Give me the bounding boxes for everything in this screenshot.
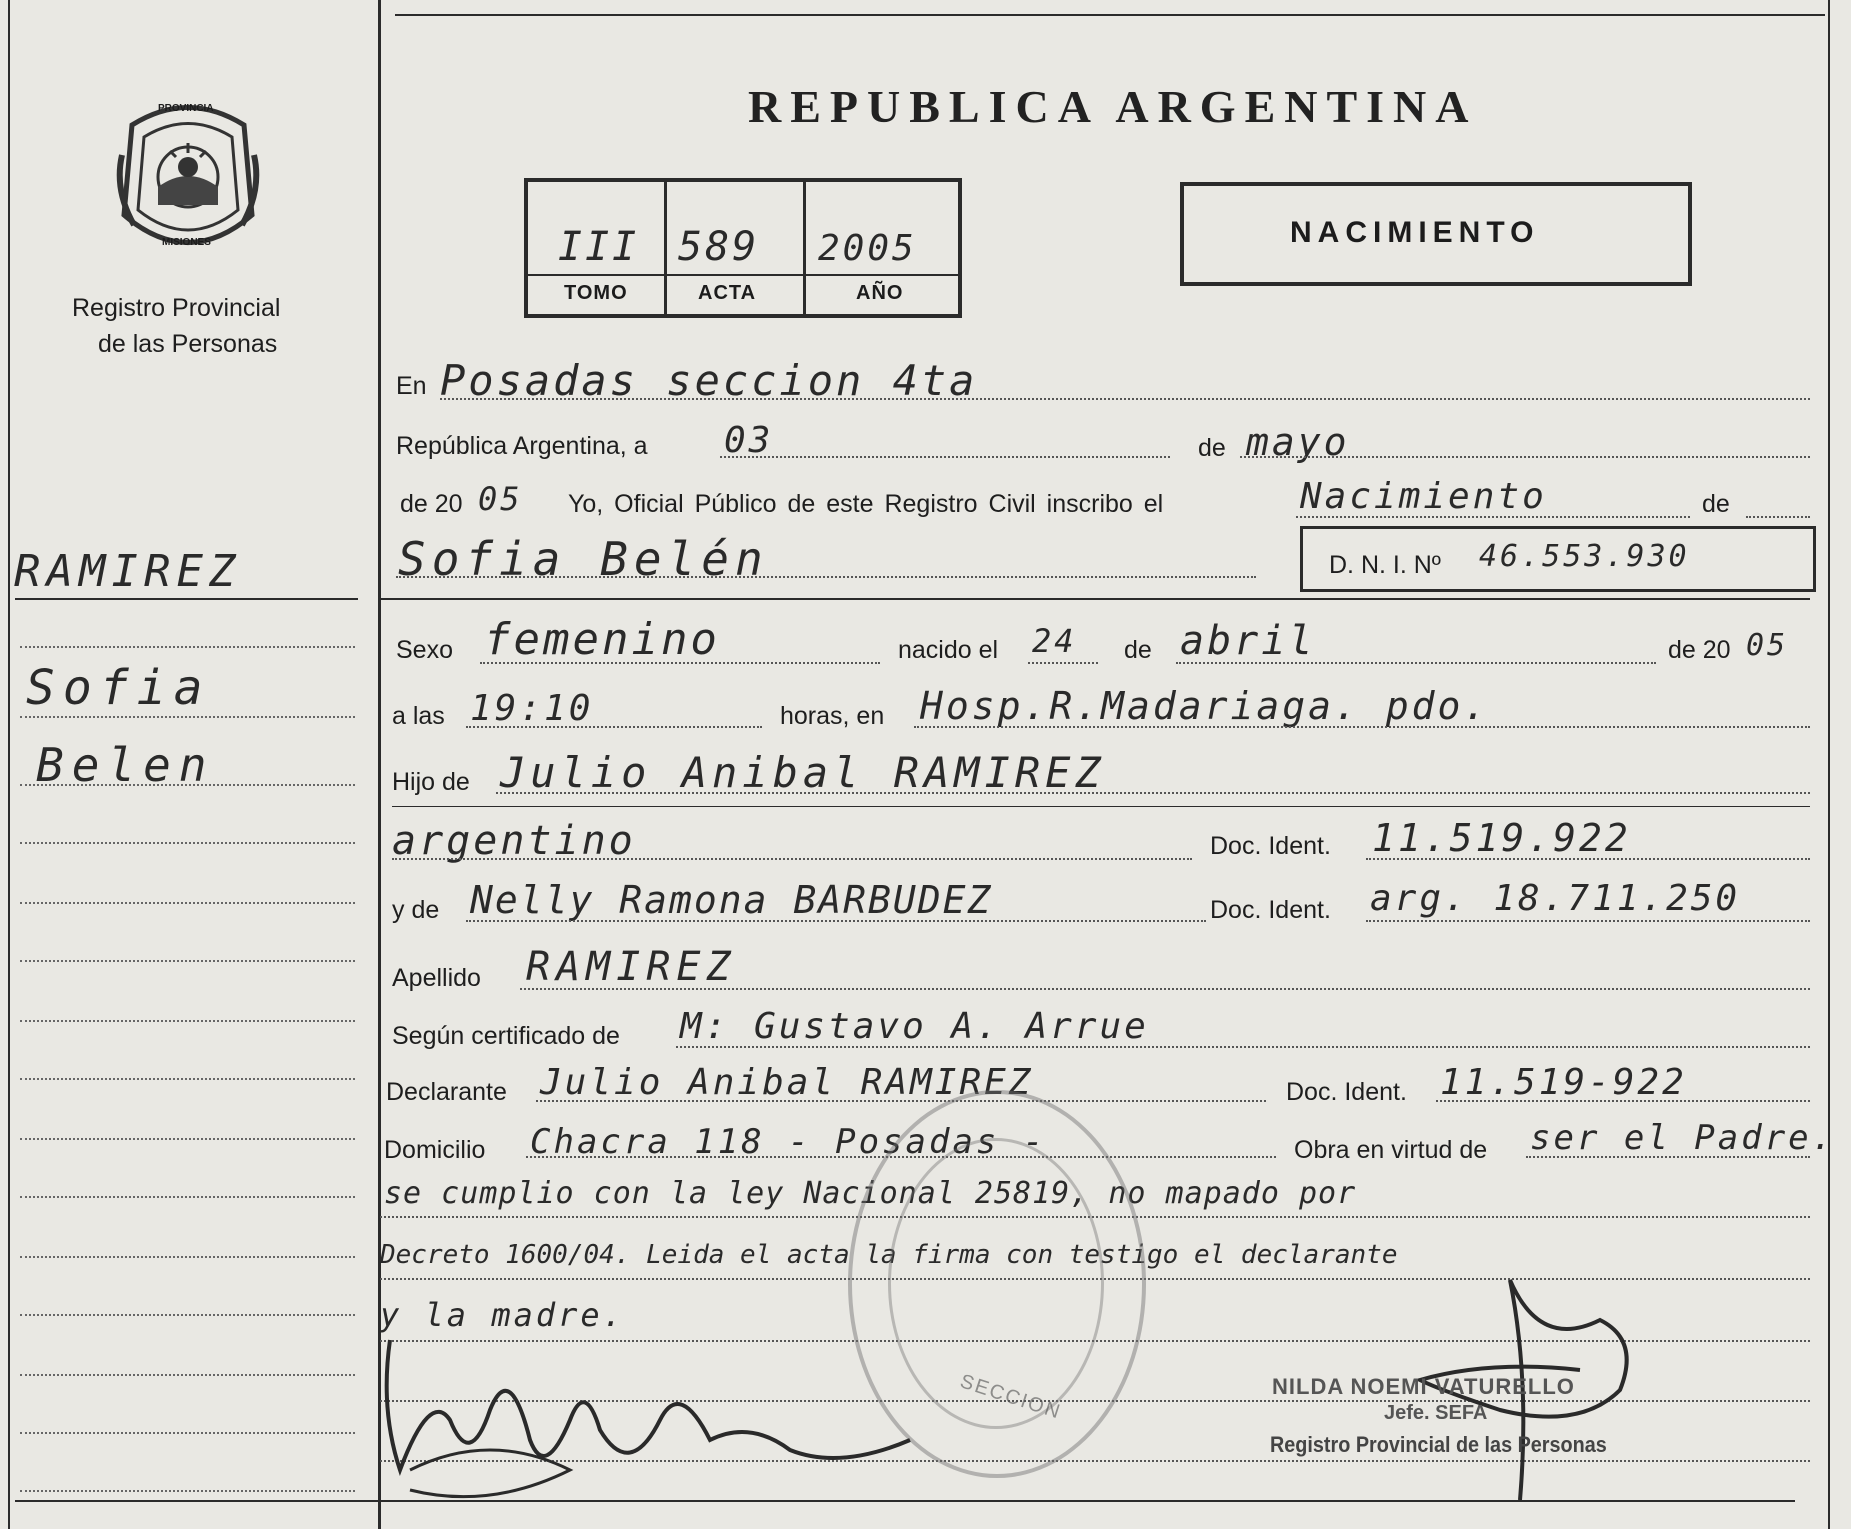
en-label: En bbox=[396, 372, 427, 400]
en-value: Posadas seccion 4ta bbox=[440, 356, 978, 405]
obra-label: Obra en virtud de bbox=[1294, 1136, 1488, 1164]
mother-name-line bbox=[466, 920, 1206, 922]
mother-name: Nelly Ramona BARBUDEZ bbox=[470, 878, 993, 922]
notes-line-2: Decreto 1600/04. Leida el acta la firma con testigo el declarante bbox=[380, 1240, 1398, 1270]
sexo-line bbox=[480, 662, 880, 664]
declarante-doc: 11.519-922 bbox=[1440, 1062, 1687, 1103]
year-value: 05 bbox=[478, 480, 523, 518]
left-edge-line bbox=[8, 0, 10, 1529]
domicilio-label: Domicilio bbox=[384, 1136, 486, 1164]
margin-surname: RAMIREZ bbox=[14, 546, 242, 597]
declarante-label: Declarante bbox=[386, 1078, 507, 1106]
top-border bbox=[395, 14, 1825, 16]
place-line bbox=[914, 726, 1810, 728]
declarante-doc-label: Doc. Ident. bbox=[1286, 1078, 1407, 1106]
official-organization: Registro Provincial de las Personas bbox=[1270, 1432, 1607, 1457]
registry-number-table bbox=[524, 178, 962, 318]
sexo-value: femenino bbox=[484, 614, 720, 665]
en-line bbox=[440, 398, 1810, 400]
dni-value: 46.553.930 bbox=[1479, 539, 1690, 574]
republica-label: República Argentina, a bbox=[396, 432, 648, 460]
stamp-text: SECCION bbox=[957, 1370, 1065, 1424]
father-doc-label: Doc. Ident. bbox=[1210, 832, 1331, 860]
yo-text: Yo, Oficial Público de este Registro Civil inscribo el bbox=[568, 490, 1164, 518]
father-underline bbox=[392, 806, 1810, 807]
seal-bottom-text: MISIONES bbox=[162, 237, 211, 248]
anio-value: 2005 bbox=[818, 228, 917, 269]
province-seal bbox=[112, 95, 264, 265]
year-prefix: de 20 bbox=[400, 490, 463, 518]
inscribo-value: Nacimiento bbox=[1300, 476, 1547, 517]
month-de-label: de bbox=[1198, 434, 1226, 462]
notes-line-3: y la madre. bbox=[380, 1296, 625, 1334]
inscribo-line bbox=[1296, 516, 1690, 518]
father-name: Julio Anibal RAMIREZ bbox=[500, 748, 1106, 797]
dni-box bbox=[1300, 526, 1816, 592]
document-type-box bbox=[1180, 182, 1692, 286]
official-title: Jefe. SEFA bbox=[1384, 1402, 1488, 1424]
tomo-value: III bbox=[558, 224, 640, 270]
declarante-value: Julio Anibal RAMIREZ bbox=[540, 1062, 1034, 1103]
official-name: NILDA NOEMI VATURELLO bbox=[1272, 1374, 1575, 1399]
obra-line bbox=[1526, 1156, 1810, 1158]
inscribo-de-label: de bbox=[1702, 490, 1730, 518]
hijo-label: Hijo de bbox=[392, 768, 470, 796]
child-name-line bbox=[396, 576, 1256, 578]
apellido-value: RAMIREZ bbox=[526, 944, 737, 990]
day-line bbox=[720, 456, 1170, 458]
a-las-label: a las bbox=[392, 702, 445, 730]
hour-line bbox=[466, 726, 762, 728]
child-name: Sofia Belén bbox=[398, 532, 769, 586]
day-value: 03 bbox=[724, 420, 774, 461]
obra-value: ser el Padre. bbox=[1530, 1118, 1836, 1158]
birth-year-prefix: de 20 bbox=[1668, 636, 1731, 664]
father-nationality: argentino bbox=[392, 818, 636, 864]
anio-label: AÑO bbox=[856, 282, 904, 304]
acta-value: 589 bbox=[678, 224, 760, 270]
declarante-line bbox=[536, 1100, 1266, 1102]
father-doc: 11.519.922 bbox=[1372, 816, 1631, 860]
registry-name-line1: Registro Provincial bbox=[72, 294, 281, 322]
declarante-doc-line bbox=[1436, 1100, 1810, 1102]
domicilio-value: Chacra 118 - Posadas - bbox=[530, 1122, 1047, 1162]
birth-month: abril bbox=[1180, 618, 1316, 664]
margin-given-name-1: Sofia bbox=[26, 660, 211, 716]
segun-value: M: Gustavo A. Arrue bbox=[680, 1006, 1149, 1047]
birth-year: 05 bbox=[1746, 628, 1789, 663]
margin-surname-rule bbox=[15, 598, 358, 600]
nacido-label: nacido el bbox=[898, 636, 999, 664]
father-doc-line bbox=[1366, 858, 1810, 860]
acta-label: ACTA bbox=[698, 282, 757, 304]
document-type: NACIMIENTO bbox=[1290, 216, 1540, 249]
hour-value: 19:10 bbox=[470, 688, 594, 729]
sexo-label: Sexo bbox=[396, 636, 453, 664]
seal-top-text: PROVINCIA bbox=[158, 103, 214, 114]
horas-label: horas, en bbox=[780, 702, 885, 730]
right-border bbox=[1828, 0, 1830, 1529]
father-nationality-line bbox=[392, 858, 1192, 860]
margin-given-name-2: Belen bbox=[36, 738, 215, 792]
birth-day: 24 bbox=[1032, 622, 1077, 660]
apellido-line bbox=[520, 988, 1810, 990]
segun-line bbox=[676, 1046, 1810, 1048]
inscribo-end-line bbox=[1746, 516, 1810, 518]
mother-doc-line bbox=[1366, 920, 1810, 922]
notes-line-1: se cumplio con la ley Nacional 25819, no mapado por bbox=[384, 1176, 1357, 1211]
section-divider bbox=[380, 598, 1810, 600]
month-line bbox=[1240, 456, 1810, 458]
birth-de-label: de bbox=[1124, 636, 1152, 664]
tomo-label: TOMO bbox=[564, 282, 628, 304]
country-title: REPUBLICA ARGENTINA bbox=[748, 81, 1478, 132]
mother-doc-label: Doc. Ident. bbox=[1210, 896, 1331, 924]
apellido-label: Apellido bbox=[392, 964, 481, 992]
y-de-label: y de bbox=[392, 896, 440, 924]
segun-label: Según certificado de bbox=[392, 1022, 620, 1050]
registry-name-line2: de las Personas bbox=[98, 330, 278, 358]
birth-day-line bbox=[1028, 662, 1098, 664]
father-name-line bbox=[496, 792, 1810, 794]
month-value: mayo bbox=[1246, 420, 1350, 464]
birth-month-line bbox=[1176, 662, 1656, 664]
mother-doc: arg. 18.711.250 bbox=[1370, 878, 1741, 919]
dni-label: D. N. I. Nº bbox=[1329, 551, 1441, 579]
place-value: Hosp.R.Madariaga. pdo. bbox=[920, 684, 1490, 728]
declarant-signature bbox=[370, 1320, 930, 1510]
